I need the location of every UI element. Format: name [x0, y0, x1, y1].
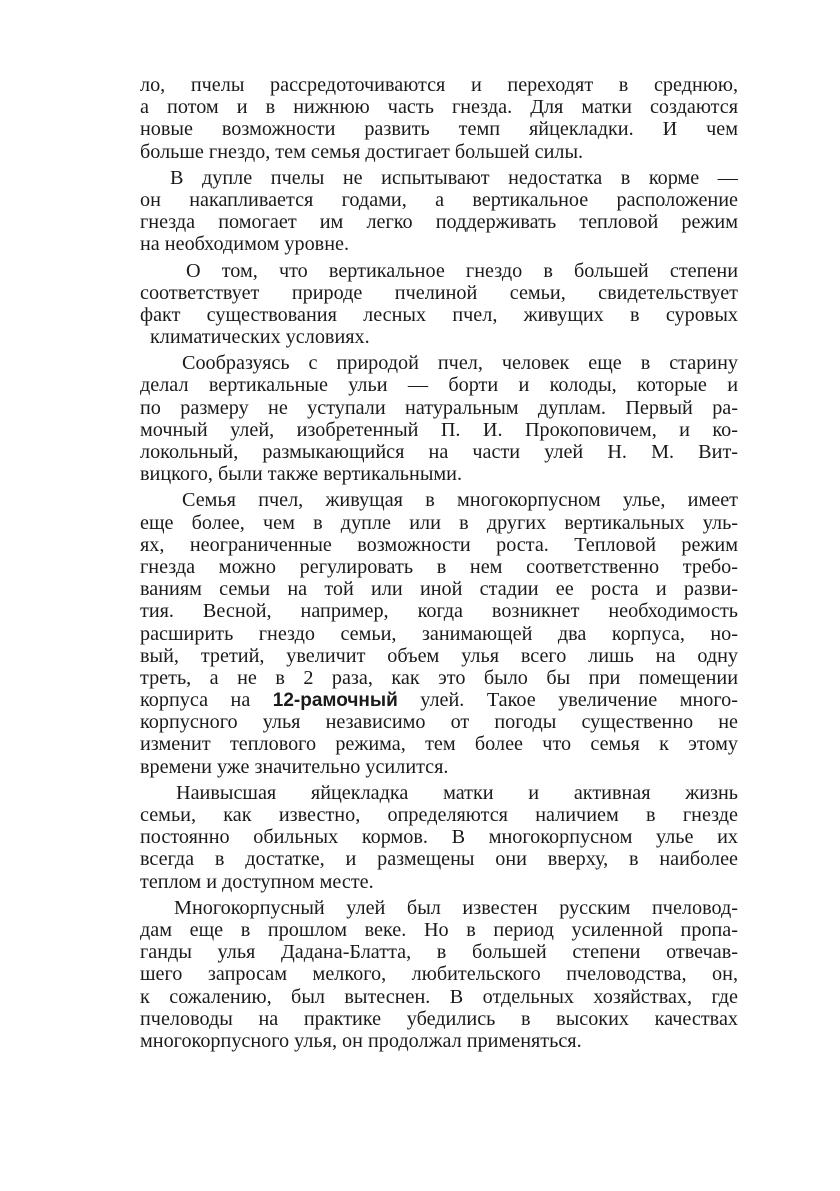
text-line: соответствует природе пчелиной семьи, свидетельствует	[140, 281, 738, 304]
text-line: корпусного улья независимо от погоды существенно не	[140, 711, 738, 734]
text-line: Наивысшая яйцекладка матки и активная жизнь	[176, 781, 738, 804]
text-line: треть, а не в 2 раза, как это было бы при помещении	[140, 666, 738, 689]
text-line: ганды улья Дадана-Блатта, в большей степени отвечав-	[140, 941, 738, 964]
paragraph-6	[140, 782, 738, 893]
text-line: ло, пчелы рассредоточиваются и переходят в среднюю,	[140, 74, 738, 96]
text-line: делал вертикальные ульи — борти и колоды, которые и	[140, 374, 738, 397]
text-line: всегда в достатке, и размещены они вверху, в наиболее	[140, 848, 738, 871]
text-line: теплом и доступном месте.	[140, 870, 374, 893]
text-line: тия. Весной, например, когда возникнет необходимость	[140, 600, 738, 623]
text-line: О том, что вертикальное гнездо в большей степени	[186, 259, 738, 282]
bold-term: 12-рамочный	[272, 690, 398, 712]
text-line: постоянно обильных кормов. В многокорпусном улье их	[140, 826, 738, 849]
text-line: времени уже значительно усилится.	[140, 755, 449, 778]
text-line: изменит теплового режима, тем более что семья к этому	[140, 733, 738, 756]
text-line: он накапливается годами, а вертикальное расположение	[140, 188, 738, 211]
paragraph-2	[140, 167, 738, 256]
paragraph-4	[140, 352, 738, 485]
text-line: климатических условиях.	[150, 326, 370, 349]
text-line: Сообразуясь с природой пчел, человек еще в старину	[182, 352, 738, 375]
paragraph-7	[140, 897, 738, 1052]
paragraph-5	[140, 489, 738, 777]
text-line: расширить гнездо семьи, занимающей два корпуса, но-	[140, 622, 738, 645]
text-line: пчеловоды на практике убедились в высоких качествах	[140, 1007, 738, 1030]
text-line: по размеру не уступали натуральным дуплам. Первый ра-	[140, 396, 738, 419]
paragraph-1	[140, 74, 738, 163]
paragraph-3	[140, 260, 738, 349]
text-line: вицкого, были также вертикальными.	[140, 463, 463, 486]
text-line: Семья пчел, живущая в многокорпусном улье, имеет	[182, 489, 738, 512]
text-line: мочный улей, изобретенный П. И. Прокоповичем, и ко-	[140, 418, 738, 441]
text-line: многокорпусного улья, он продолжал применяться.	[140, 1029, 582, 1052]
text-line: Многокорпусный улей был известен русским пчеловод-	[174, 896, 738, 919]
text-line: гнезда можно регулировать в нем соответственно требо-	[140, 555, 738, 578]
text-line: корпуса на 12-рамочный улей. Такое увеличение много-	[140, 689, 738, 712]
text-line: еще более, чем в дупле или в других вертикальных уль-	[140, 511, 738, 534]
text-line: дам еще в прошлом веке. Но в период усиленной пропа-	[140, 918, 738, 941]
text-line: к сожалению, был вытеснен. В отдельных хозяйствах, где	[140, 985, 738, 1008]
text-line: на необходимом уровне.	[140, 233, 350, 256]
text-line: шего запросам мелкого, любительского пчеловодства, он,	[140, 963, 738, 986]
text-line: факт существования лесных пчел, живущих в суровых	[140, 303, 738, 326]
text-line: вый, третий, увеличит объем улья всего лишь на одну	[140, 644, 738, 667]
text-line: В дупле пчелы не испытывают недостатка в корме —	[170, 166, 738, 189]
text-line: гнезда помогает им легко поддерживать тепловой режим	[140, 211, 738, 234]
text-line: новые возможности развить темп яйцекладки. И чем	[140, 118, 738, 141]
text-line: ях, неограниченные возможности роста. Тепловой режим	[140, 533, 738, 556]
text-line: а потом и в нижнюю часть гнезда. Для матки создаются	[140, 96, 738, 119]
text-line: больше гнездо, тем семья достигает большей силы.	[140, 140, 584, 163]
text-line: ваниям семьи на той или иной стадии ее роста и разви-	[140, 578, 738, 601]
text-line: локольный, размыкающийся на части улей Н. М. Вит-	[140, 441, 738, 463]
body-text	[140, 74, 738, 1052]
text-line: семьи, как известно, определяются наличием в гнезде	[140, 804, 738, 826]
